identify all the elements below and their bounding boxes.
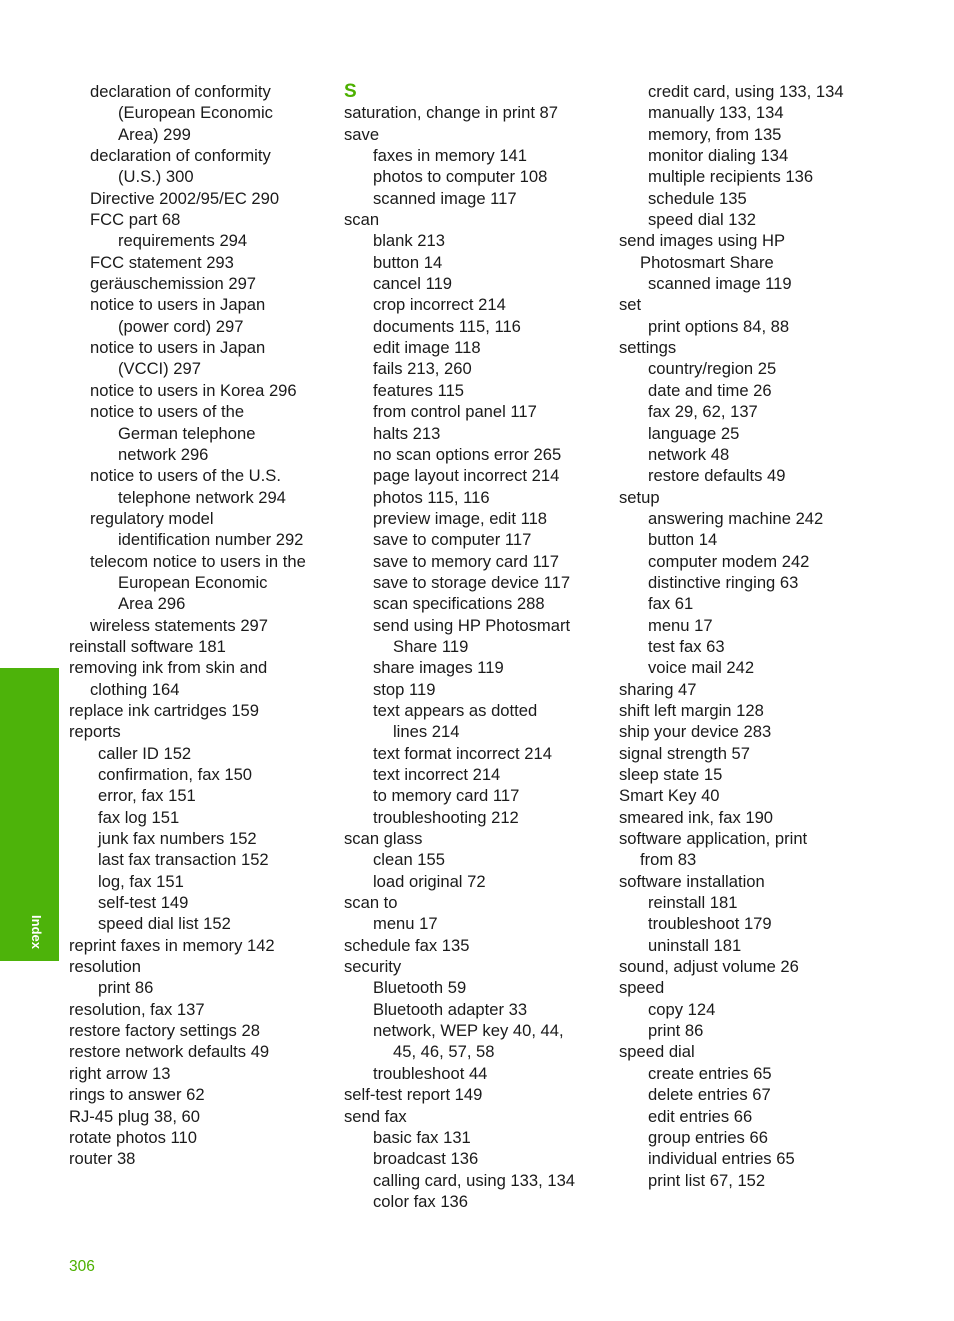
index-entry: telephone network 294 bbox=[118, 487, 286, 507]
index-entry: junk fax numbers 152 bbox=[98, 829, 257, 849]
index-entry: uninstall 181 bbox=[648, 935, 742, 955]
index-entry: wireless statements 297 bbox=[90, 615, 269, 635]
index-entry: scan specifications 288 bbox=[373, 594, 545, 614]
index-entry: notice to users of the bbox=[90, 402, 245, 422]
index-entry: faxes in memory 141 bbox=[373, 146, 528, 166]
index-entry: speed dial bbox=[619, 1042, 695, 1062]
index-entry: speed bbox=[619, 978, 665, 998]
index-entry: basic fax 131 bbox=[373, 1127, 471, 1147]
index-entry: text appears as dotted bbox=[373, 700, 538, 720]
index-entry: last fax transaction 152 bbox=[98, 850, 269, 870]
index-entry: sharing 47 bbox=[619, 679, 697, 699]
index-entry: network, WEP key 40, 44, bbox=[373, 1021, 564, 1041]
index-entry: right arrow 13 bbox=[69, 1063, 171, 1083]
index-entry: text format incorrect 214 bbox=[373, 743, 552, 763]
index-entry: group entries 66 bbox=[648, 1127, 768, 1147]
index-entry: troubleshoot 44 bbox=[373, 1063, 488, 1083]
index-entry: edit entries 66 bbox=[648, 1106, 753, 1126]
index-entry: reinstall software 181 bbox=[69, 636, 226, 656]
index-column-2 bbox=[344, 81, 606, 1212]
index-entry: sound, adjust volume 26 bbox=[619, 957, 799, 977]
index-entry: rings to answer 62 bbox=[69, 1085, 205, 1105]
index-entry: create entries 65 bbox=[648, 1063, 772, 1083]
index-entry: restore factory settings 28 bbox=[69, 1021, 260, 1041]
index-entry: German telephone bbox=[118, 423, 256, 443]
index-entry: network 48 bbox=[648, 444, 730, 464]
index-entry: lines 214 bbox=[393, 722, 460, 742]
index-entry: fax 61 bbox=[648, 594, 694, 614]
index-entry: regulatory model bbox=[90, 508, 214, 528]
index-entry: notice to users of the U.S. bbox=[90, 466, 281, 486]
index-entry: stop 119 bbox=[373, 679, 436, 699]
index-entry: self-test 149 bbox=[98, 893, 189, 913]
index-entry: documents 115, 116 bbox=[373, 316, 521, 336]
index-entry: geräuschemission 297 bbox=[90, 274, 257, 294]
index-entry: color fax 136 bbox=[373, 1191, 469, 1211]
index-entry: answering machine 242 bbox=[648, 508, 824, 528]
index-entry: software installation bbox=[619, 871, 765, 891]
index-entry: telecom notice to users in the bbox=[90, 551, 306, 571]
index-entry: Bluetooth 59 bbox=[373, 978, 467, 998]
index-entry: requirements 294 bbox=[118, 231, 248, 251]
index-entry: setup bbox=[619, 487, 660, 507]
index-entry: notice to users in Japan bbox=[90, 338, 266, 358]
page-number: 306 bbox=[69, 1258, 95, 1275]
index-entry: send images using HP bbox=[619, 231, 786, 251]
index-entry: multiple recipients 136 bbox=[648, 167, 814, 187]
index-entry: speed dial list 152 bbox=[98, 914, 231, 934]
index-column-1 bbox=[69, 81, 331, 1170]
index-entry: language 25 bbox=[648, 423, 740, 443]
index-entry: save to computer 117 bbox=[373, 530, 532, 550]
index-entry: reinstall 181 bbox=[648, 893, 738, 913]
index-entry: saturation, change in print 87 bbox=[344, 103, 559, 123]
index-entry: notice to users in Japan bbox=[90, 295, 266, 315]
index-entry: photos to computer 108 bbox=[373, 167, 548, 187]
index-entry: page layout incorrect 214 bbox=[373, 466, 560, 486]
index-entry: Bluetooth adapter 33 bbox=[373, 999, 528, 1019]
index-entry: memory, from 135 bbox=[648, 124, 782, 144]
index-entry: replace ink cartridges 159 bbox=[69, 700, 260, 720]
index-entry: fails 213, 260 bbox=[373, 359, 472, 379]
index-entry: resolution, fax 137 bbox=[69, 999, 205, 1019]
index-entry: scan glass bbox=[344, 829, 423, 849]
index-entry: features 115 bbox=[373, 380, 465, 400]
index-entry: clean 155 bbox=[373, 850, 445, 870]
index-entry: schedule fax 135 bbox=[344, 935, 470, 955]
index-entry: print list 67, 152 bbox=[648, 1170, 766, 1190]
index-entry: declaration of conformity bbox=[90, 82, 271, 101]
index-entry: rotate photos 110 bbox=[69, 1127, 197, 1147]
index-entry: from control panel 117 bbox=[373, 402, 537, 422]
index-entry: troubleshooting 212 bbox=[373, 807, 519, 827]
index-entry: sleep state 15 bbox=[619, 765, 723, 784]
index-entry: signal strength 57 bbox=[619, 743, 750, 763]
index-entry: manually 133, 134 bbox=[648, 103, 784, 123]
index-entry: (European Economic bbox=[118, 103, 273, 123]
index-entry: router 38 bbox=[69, 1149, 136, 1169]
index-entry: load original 72 bbox=[373, 871, 486, 891]
index-entry: Photosmart Share bbox=[640, 252, 774, 272]
index-entry: credit card, using 133, 134 bbox=[648, 82, 844, 101]
index-entry: log, fax 151 bbox=[98, 871, 184, 891]
index-entry: voice mail 242 bbox=[648, 658, 755, 678]
index-entry: notice to users in Korea 296 bbox=[90, 380, 297, 400]
index-entry: menu 17 bbox=[373, 914, 438, 934]
section-letter-heading: S bbox=[344, 81, 357, 102]
index-entry: European Economic bbox=[118, 572, 268, 592]
index-entry: distinctive ringing 63 bbox=[648, 572, 799, 592]
index-entry: broadcast 136 bbox=[373, 1149, 479, 1169]
index-entry: Smart Key 40 bbox=[619, 786, 720, 806]
index-entry: no scan options error 265 bbox=[373, 444, 562, 464]
index-entry: confirmation, fax 150 bbox=[98, 765, 253, 784]
index-entry: schedule 135 bbox=[648, 188, 747, 208]
index-entry: network 296 bbox=[118, 444, 209, 464]
index-entry: software application, print bbox=[619, 829, 808, 849]
index-entry: security bbox=[344, 957, 402, 977]
index-entry: Area) 299 bbox=[118, 124, 191, 144]
index-entry: scanned image 117 bbox=[373, 188, 517, 208]
index-entry: set bbox=[619, 295, 642, 315]
index-entry: speed dial 132 bbox=[648, 210, 756, 230]
index-entry: cancel 119 bbox=[373, 274, 453, 294]
index-entry: country/region 25 bbox=[648, 359, 777, 379]
index-column-3 bbox=[619, 81, 881, 1191]
index-entry: to memory card 117 bbox=[373, 786, 520, 806]
index-entry: send using HP Photosmart bbox=[373, 615, 571, 635]
index-entry: halts 213 bbox=[373, 423, 441, 443]
index-entry: share images 119 bbox=[373, 658, 504, 678]
index-entry: restore defaults 49 bbox=[648, 466, 786, 486]
index-entry: crop incorrect 214 bbox=[373, 295, 506, 315]
index-entry: troubleshoot 179 bbox=[648, 914, 772, 934]
index-entry: test fax 63 bbox=[648, 636, 725, 656]
index-entry: print 86 bbox=[648, 1021, 704, 1041]
index-entry: menu 17 bbox=[648, 615, 713, 635]
index-entry: computer modem 242 bbox=[648, 551, 810, 571]
index-entry: print 86 bbox=[98, 978, 154, 998]
index-entry: date and time 26 bbox=[648, 380, 772, 400]
index-entry: ship your device 283 bbox=[619, 722, 772, 742]
index-entry: self-test report 149 bbox=[344, 1085, 483, 1105]
index-entry: save bbox=[344, 124, 380, 144]
index-entry: text incorrect 214 bbox=[373, 765, 501, 784]
index-entry: RJ-45 plug 38, 60 bbox=[69, 1106, 200, 1126]
index-entry: send fax bbox=[344, 1106, 407, 1126]
index-entry: FCC part 68 bbox=[90, 210, 181, 230]
index-entry: save to storage device 117 bbox=[373, 572, 571, 592]
index-entry: caller ID 152 bbox=[98, 743, 192, 763]
index-entry: button 14 bbox=[373, 252, 443, 272]
index-entry: edit image 118 bbox=[373, 338, 481, 358]
index-entry: resolution bbox=[69, 957, 141, 977]
index-entry: reprint faxes in memory 142 bbox=[69, 935, 275, 955]
index-entry: clothing 164 bbox=[90, 679, 180, 699]
index-entry: restore network defaults 49 bbox=[69, 1042, 270, 1062]
index-entry: scan bbox=[344, 210, 380, 230]
index-entry: scanned image 119 bbox=[648, 274, 792, 294]
index-entry: error, fax 151 bbox=[98, 786, 196, 806]
index-entry: fax 29, 62, 137 bbox=[648, 402, 758, 422]
index-entry: removing ink from skin and bbox=[69, 658, 268, 678]
index-side-tab-label: Index bbox=[29, 915, 44, 949]
index-entry: (U.S.) 300 bbox=[118, 167, 194, 187]
index-entry: Share 119 bbox=[393, 636, 469, 656]
index-entry: smeared ink, fax 190 bbox=[619, 807, 774, 827]
index-entry: shift left margin 128 bbox=[619, 700, 764, 720]
index-entry: declaration of conformity bbox=[90, 146, 271, 166]
index-entry: Directive 2002/95/EC 290 bbox=[90, 188, 280, 208]
index-entry: monitor dialing 134 bbox=[648, 146, 789, 166]
index-entry: print options 84, 88 bbox=[648, 316, 790, 336]
index-entry: (VCCI) 297 bbox=[118, 359, 201, 379]
index-entry: 45, 46, 57, 58 bbox=[393, 1042, 495, 1062]
index-entry: preview image, edit 118 bbox=[373, 508, 548, 528]
index-entry: photos 115, 116 bbox=[373, 487, 490, 507]
index-entry: settings bbox=[619, 338, 677, 358]
index-entry: FCC statement 293 bbox=[90, 252, 234, 272]
index-entry: individual entries 65 bbox=[648, 1149, 795, 1169]
index-entry: Area 296 bbox=[118, 594, 186, 614]
index-entry: reports bbox=[69, 722, 121, 742]
index-entry: save to memory card 117 bbox=[373, 551, 559, 571]
index-entry: from 83 bbox=[640, 850, 697, 870]
index-entry: calling card, using 133, 134 bbox=[373, 1170, 576, 1190]
index-entry: copy 124 bbox=[648, 999, 716, 1019]
index-entry: delete entries 67 bbox=[648, 1085, 771, 1105]
index-entry: identification number 292 bbox=[118, 530, 304, 550]
index-entry: button 14 bbox=[648, 530, 718, 550]
index-entry: (power cord) 297 bbox=[118, 316, 244, 336]
index-entry: blank 213 bbox=[373, 231, 445, 251]
index-entry: scan to bbox=[344, 893, 398, 913]
index-entry: fax log 151 bbox=[98, 807, 180, 827]
